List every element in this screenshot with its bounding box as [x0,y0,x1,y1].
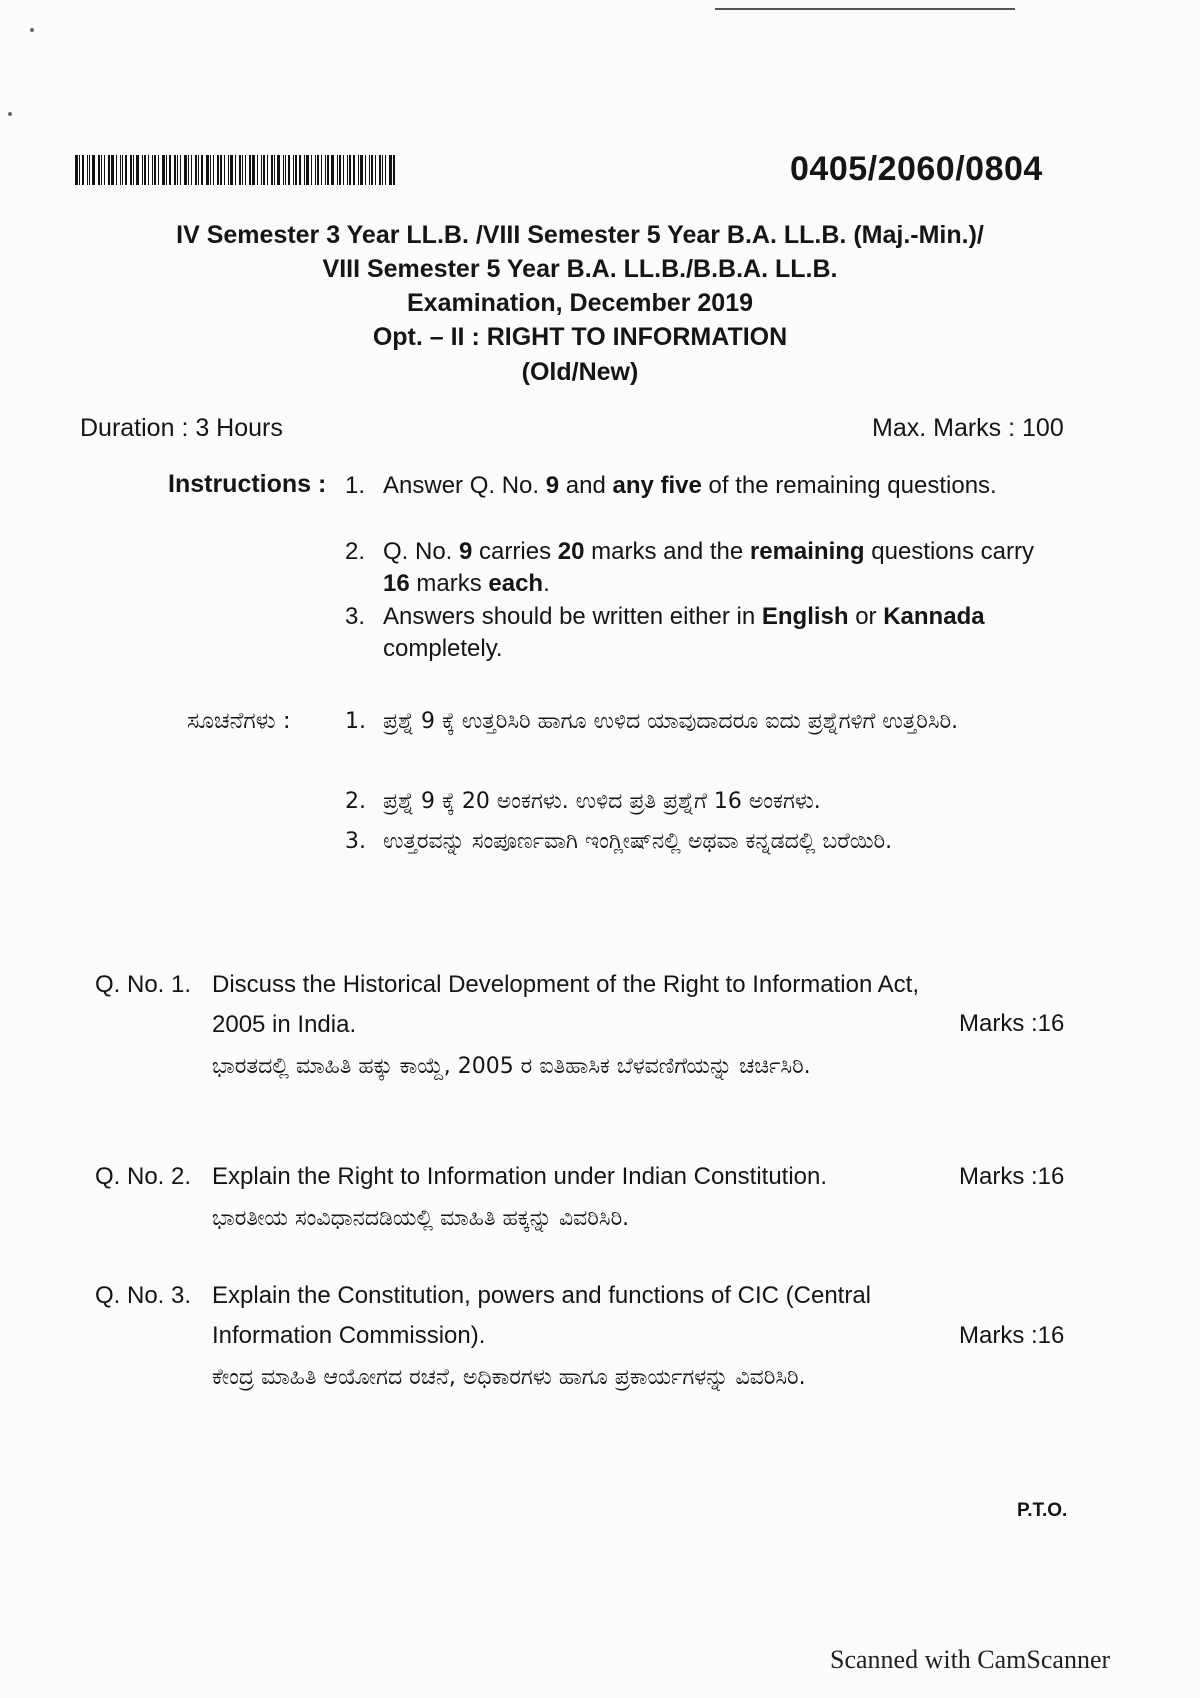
barcode-stripe [267,155,268,185]
barcode-stripe [191,155,192,185]
barcode-stripe [252,155,255,185]
barcode-stripe [325,155,326,185]
barcode-stripe [245,155,246,185]
barcode-stripe [349,155,351,185]
barcode-stripe [210,155,211,185]
barcode-stripe [365,155,366,185]
barcode-stripe [104,155,105,185]
barcode-stripe [385,155,386,185]
instruction-number: 2. [345,789,366,814]
barcode-stripe [261,155,262,185]
barcode-stripe [343,155,344,185]
scanner-watermark: Scanned with CamScanner [830,1645,1111,1674]
barcode-stripe [148,155,149,185]
barcode-stripe [177,155,178,185]
barcode-stripe [235,155,236,185]
barcode-stripe [82,155,84,185]
question-2 [95,1157,1075,1241]
barcode-stripe [152,155,153,185]
instruction-text-kannada: ಉತ್ತರವನ್ನು ಸಂಪೂರ್ಣವಾಗಿ ಇಂಗ್ಲೀಷ್‌ನಲ್ಲಿ ಅಥವಾ ಕನ್ನಡದಲ್ಲಿ ಬರೆಯಿರಿ. [383,829,893,854]
barcode-stripe [375,155,376,185]
barcode-stripe [92,155,95,185]
instruction-number: 3. [345,829,366,854]
barcode-stripe [224,155,225,185]
question-marks: Marks :16 [959,1010,1065,1037]
barcode-stripe [198,155,199,185]
question-number: Q. No. 3. [95,1282,192,1309]
instruction-item-kannada [345,822,1045,862]
scan-speck [30,28,34,32]
barcode-stripe [382,155,383,185]
barcode-stripe [166,155,167,185]
barcode-stripe [111,155,114,185]
instruction-text: Answer Q. No. 9 and any five of the remaining questions. [383,472,997,499]
question-text-kannada: ಭಾರತೀಯ ಸಂವಿಧಾನದಡಿಯಲ್ಲಿ ಮಾಹಿತಿ ಹಕ್ಕನ್ನು ವಿವರಿಸಿರಿ. [212,1206,630,1231]
barcode-stripe [154,155,156,185]
barcode-stripe [306,155,309,185]
instructions-label-kannada: ಸೂಚನೆಗಳು : [187,708,291,734]
question-1 [95,965,1075,1089]
instruction-text-kannada: ಪ್ರಶ್ನೆ 9 ಕ್ಕೆ ಉತ್ತರಿಸಿರಿ ಹಾಗೂ ಉಳಿದ ಯಾವುದಾದರೂ ಐದು ಪ್ರಶ್ನೆಗಳಿಗೆ ಉತ್ತರಿಸಿರಿ. [383,709,959,734]
barcode-stripe [360,155,363,185]
barcode-stripe [201,155,203,185]
barcode-stripe [358,155,359,185]
barcode-stripe [353,155,355,185]
paper-code: 0405/2060/0804 [790,150,1043,188]
instruction-number: 1. [345,709,366,734]
barcode-stripe [379,155,381,185]
barcode-stripe [239,155,241,185]
barcode-stripe [142,155,143,185]
barcode-stripe [293,155,294,185]
question-text-kannada: ಭಾರತದಲ್ಲಿ ಮಾಹಿತಿ ಹಕ್ಕು ಕಾಯ್ದೆ, 2005 ರ ಐತಿಹಾಸಿಕ ಬೆಳವಣಿಗೆಯನ್ನು ಚರ್ಚಿಸಿರಿ. [212,1054,811,1079]
barcode-stripe [311,155,312,185]
max-marks: Max. Marks : 100 [872,414,1064,442]
instruction-text: Q. No. 9 carries 20 marks and the remaining questions carry 16 marks each. [383,538,1034,597]
paper-title: Opt. – II : RIGHT TO INFORMATION [372,323,788,351]
barcode-stripe [339,155,341,185]
barcode-stripe [295,155,297,185]
barcode-stripe [130,155,132,185]
instruction-number: 3. [345,603,366,630]
barcode-stripe [369,155,370,185]
barcode-stripe [228,155,229,185]
barcode-stripe [136,155,139,185]
barcode-stripe [304,155,305,185]
barcode-stripe [89,155,90,185]
barcode-stripe [122,155,123,185]
instruction-item [345,601,1045,665]
barcode-stripe [283,155,284,185]
barcode-stripe [195,155,197,185]
question-number: Q. No. 2. [95,1163,192,1190]
instruction-text-kannada: ಪ್ರಶ್ನೆ 9 ಕ್ಕೆ 20 ಅಂಕಗಳು. ಉಳಿದ ಪ್ರತಿ ಪ್ರಶ್ನೆಗೆ 16 ಅಂಕಗಳು. [383,789,821,814]
barcode-stripe [79,155,80,185]
barcode-stripe [257,155,258,185]
instruction-number: 2. [345,538,366,565]
barcode-stripe [347,155,348,185]
barcode-stripe [277,155,280,185]
scan-speck [8,112,12,116]
question-number: Q. No. 1. [95,971,192,998]
barcode-stripe [169,155,171,185]
barcode-stripe [327,155,329,185]
barcode-stripe [371,155,373,185]
barcode-stripe [144,155,146,185]
barcode-stripe [180,155,181,185]
barcode-stripe [230,155,233,185]
course-title: IV Semester 3 Year LL.B. /VIII Semester 5 Year B.A. LL.B. (Maj.-Min.)/ [176,221,984,249]
question-marks: Marks :16 [959,1322,1065,1349]
barcode-stripe [220,155,222,185]
barcode-stripe [321,155,322,185]
barcode-stripe [133,155,134,185]
barcode-stripe [315,155,316,185]
barcode-stripe [174,155,176,185]
question-3 [95,1276,1075,1400]
barcode-stripe [299,155,301,185]
barcode-stripe [75,155,78,185]
barcode-stripe [213,155,214,185]
barcode-stripe [98,155,100,185]
barcode-stripe [242,155,243,185]
instruction-text: Answers should be written either in English or Kannada completely. [383,603,985,662]
barcode-stripe [101,155,102,185]
instruction-number: 1. [345,472,366,499]
question-text-kannada: ಕೇಂದ್ರ ಮಾಹಿತಿ ಆಯೋಗದ ರಚನೆ, ಅಧಿಕಾರಗಳು ಹಾಗೂ ಪ್ರಕಾರ್ಯಗಳನ್ನು ವಿವರಿಸಿರಿ. [212,1365,806,1390]
barcode-stripe [162,155,165,185]
barcode-stripe [108,155,110,185]
barcode-stripe [87,155,88,185]
instruction-item [345,470,1045,502]
instruction-item-kannada [345,782,1045,822]
question-marks: Marks :16 [959,1163,1065,1190]
barcode-stripe [393,155,395,185]
barcode-stripe [274,155,275,185]
barcode-stripe [184,155,187,185]
barcode-stripe [125,155,127,185]
barcode-stripe [285,155,286,185]
scheme-note: (Old/New) [521,358,639,386]
instruction-item [345,536,1045,600]
barcode-stripe [317,155,319,185]
question-text: Discuss the Historical Development of the Right to Information Act, 2005 in India. [212,971,919,1038]
course-subtitle: VIII Semester 5 Year B.A. LL.B./B.B.A. LL.B. [322,255,838,283]
barcode-stripe [337,155,338,185]
barcode-stripe [263,155,265,185]
scan-edge-line [715,8,1015,10]
barcode-stripe [288,155,290,185]
barcode-stripe [389,155,392,185]
question-text: Explain the Right to Information under Indian Constitution. [212,1163,828,1190]
duration: Duration : 3 Hours [80,414,283,442]
instruction-item-kannada [345,702,1045,742]
barcode-stripe [188,155,189,185]
barcode-stripe [271,155,273,185]
barcode-stripe [120,155,121,185]
barcode-stripe [249,155,251,185]
barcode-stripe [217,155,219,185]
question-text: Explain the Constitution, powers and functions of CIC (Central Information Commission). [212,1282,872,1349]
exam-session: Examination, December 2019 [407,289,753,317]
barcode-stripe [158,155,159,185]
barcode-stripe [206,155,209,185]
instructions-label: Instructions : [168,470,327,498]
pto-label: P.T.O. [1017,1500,1068,1521]
barcode-stripe [331,155,334,185]
barcode-stripe [116,155,117,185]
barcode [75,155,400,185]
